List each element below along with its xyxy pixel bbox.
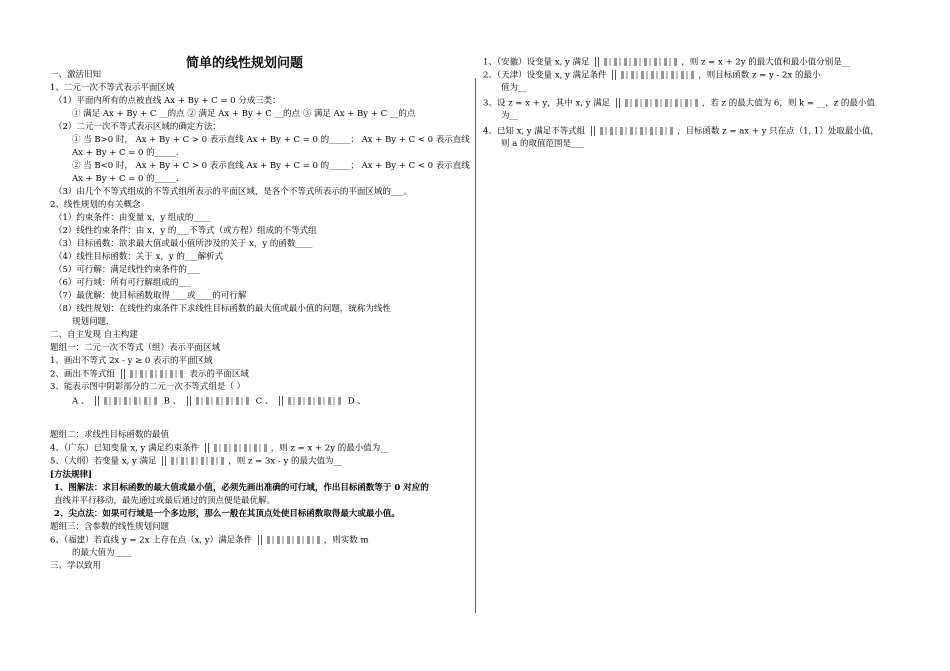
right-line: 则 a 的取值范围是___	[501, 139, 584, 149]
left-line: 直线并平行移动，最先通过或最后通过的顶点便是最优解。	[54, 496, 276, 506]
left-line: 题组二：求线性目标函数的最值	[50, 430, 170, 440]
page-title: 简单的线性规划问题	[186, 56, 304, 71]
right-line: 4、已知 x, y 满足不等式组 ，目标函数 z = ax + y 只在点（1, 1）处取最小值，	[483, 126, 879, 137]
formula-image	[267, 536, 322, 544]
left-line: 2、画出不等式组 表示的平面区域	[50, 369, 249, 380]
left-line: 的最大值为____	[72, 548, 132, 558]
brace-icon	[616, 98, 620, 108]
left-line: ② 当 B<0 时， Ax + By + C > 0 表示直线 Ax + By + C = 0 的_____； Ax + By + C < 0 表示直线	[72, 161, 470, 171]
formula-image	[130, 370, 185, 378]
left-line: ① 满足 Ax + By + C __的点 ② 满足 Ax + By + C __的点 ③ 满足 Ax + By + C __的点	[72, 109, 416, 119]
brace-icon	[595, 57, 599, 67]
left-line: （3）由几个不等式组成的不等式组所表示的平面区域，是各个不等式所表示的平面区域的___。	[54, 187, 413, 197]
left-line: （2）二元一次不等式表示区域的确定方法：	[54, 122, 221, 132]
formula-image	[288, 397, 343, 405]
left-line: 4、（广东）已知变量 x, y 满足约束条件 ，则 z = x + 2y 的最小值为__	[50, 443, 389, 454]
brace-icon	[95, 396, 99, 406]
right-line: 1、（安徽）设变量 x, y 满足 ，则 z = x + 2y 的最大值和最小值分别是__	[483, 57, 851, 68]
right-line: 为__	[501, 111, 519, 121]
formula-image	[625, 99, 700, 107]
formula-image	[196, 397, 251, 405]
left-line: （3）目标函数：欲求最大值或最小值所涉及的关于 x，y 的函数____	[54, 239, 313, 249]
right-line: 3、设 z = x + y，其中 x, y 满足 ，若 z 的最大值为 6，则 k = __，z 的最小值	[483, 98, 875, 109]
left-line: 二、自主发现 自主构建	[50, 330, 138, 340]
right-line: 2、（天津）设变量 x, y 满足条件 ，则目标函数 z = y - 2x 的最小	[483, 70, 821, 81]
left-line: 题组三：含参数的线性规划问题	[50, 522, 170, 532]
formula-image	[214, 444, 269, 452]
column-divider	[475, 78, 476, 613]
formula-image	[171, 457, 226, 465]
left-line: Ax + By + C = 0 的_____.	[72, 174, 179, 184]
left-line: 2、线性规划的有关概念	[50, 200, 141, 210]
left-line: A 、 B 、 C 、 D 、	[72, 396, 366, 407]
formula-image	[604, 58, 679, 66]
formula-image	[621, 71, 696, 79]
brace-icon	[591, 126, 595, 136]
left-line: 6、（福建）若直线 y = 2x 上存在点（x, y）满足条件 ，则实数 m	[50, 535, 369, 546]
brace-icon	[279, 396, 283, 406]
formula-image	[600, 127, 675, 135]
left-line: 1、图解法：求目标函数的最大值或最小值，必须先画出准确的可行域，作出目标函数等于 0 对应的	[54, 483, 429, 493]
brace-icon	[258, 535, 262, 545]
left-line: （8）线性规划：在线性约束条件下求线性目标函数的最大值或最小值的问题，统称为线性	[54, 304, 391, 314]
left-line: （1）约束条件：由变量 x，y 组成的____	[54, 213, 211, 223]
left-line: 3、能表示图中阴影部分的二元一次不等式组是（ ）	[50, 382, 246, 392]
brace-icon	[205, 443, 209, 453]
left-line: （1）平面内所有的点被直线 Ax + By + C = 0 分成三类：	[54, 96, 281, 106]
left-line: （5）可行解：满足线性约束条件的___	[54, 265, 200, 275]
brace-icon	[121, 369, 125, 379]
left-line: 规划问题.	[72, 317, 109, 327]
left-line: （4）线性目标函数：关于 x，y 的___解析式	[54, 252, 224, 262]
left-line: 5、（大纲）若变量 x, y 满足 ，则 z = 3x - y 的最大值为__	[50, 456, 342, 467]
brace-icon	[162, 456, 166, 466]
left-line: Ax + By + C = 0 的_____.	[72, 148, 179, 158]
formula-image	[104, 397, 159, 405]
brace-icon	[187, 396, 191, 406]
left-line: （7）最优解：使目标函数取得____或____的可行解	[54, 291, 247, 301]
left-line: （6）可行域：所有可行解组成的___	[54, 278, 192, 288]
left-line: 2、尖点法：如果可行域是一个多边形，那么一般在其顶点处使目标函数取得最大或最小值。	[54, 509, 400, 519]
brace-icon	[612, 70, 616, 80]
left-line: 1、二元一次不等式表示平面区域	[50, 83, 175, 93]
left-line: 三、学以致用	[50, 561, 102, 571]
right-line: 值为__	[501, 83, 527, 93]
left-line: [方法规律]	[50, 470, 93, 480]
left-line: 一、激活旧知	[50, 70, 102, 80]
left-line: 题组一：二元一次不等式（组）表示平面区域	[50, 343, 221, 353]
left-line: 1、画出不等式 2x - y ≥ 0 表示的平面区域	[50, 356, 213, 366]
left-line: （2）线性约束条件：由 x，y 的___不等式（或方程）组成的不等式组	[54, 226, 317, 236]
left-line: ① 当 B>0 时， Ax + By + C > 0 表示直线 Ax + By + C = 0 的_____； Ax + By + C < 0 表示直线	[72, 135, 470, 145]
